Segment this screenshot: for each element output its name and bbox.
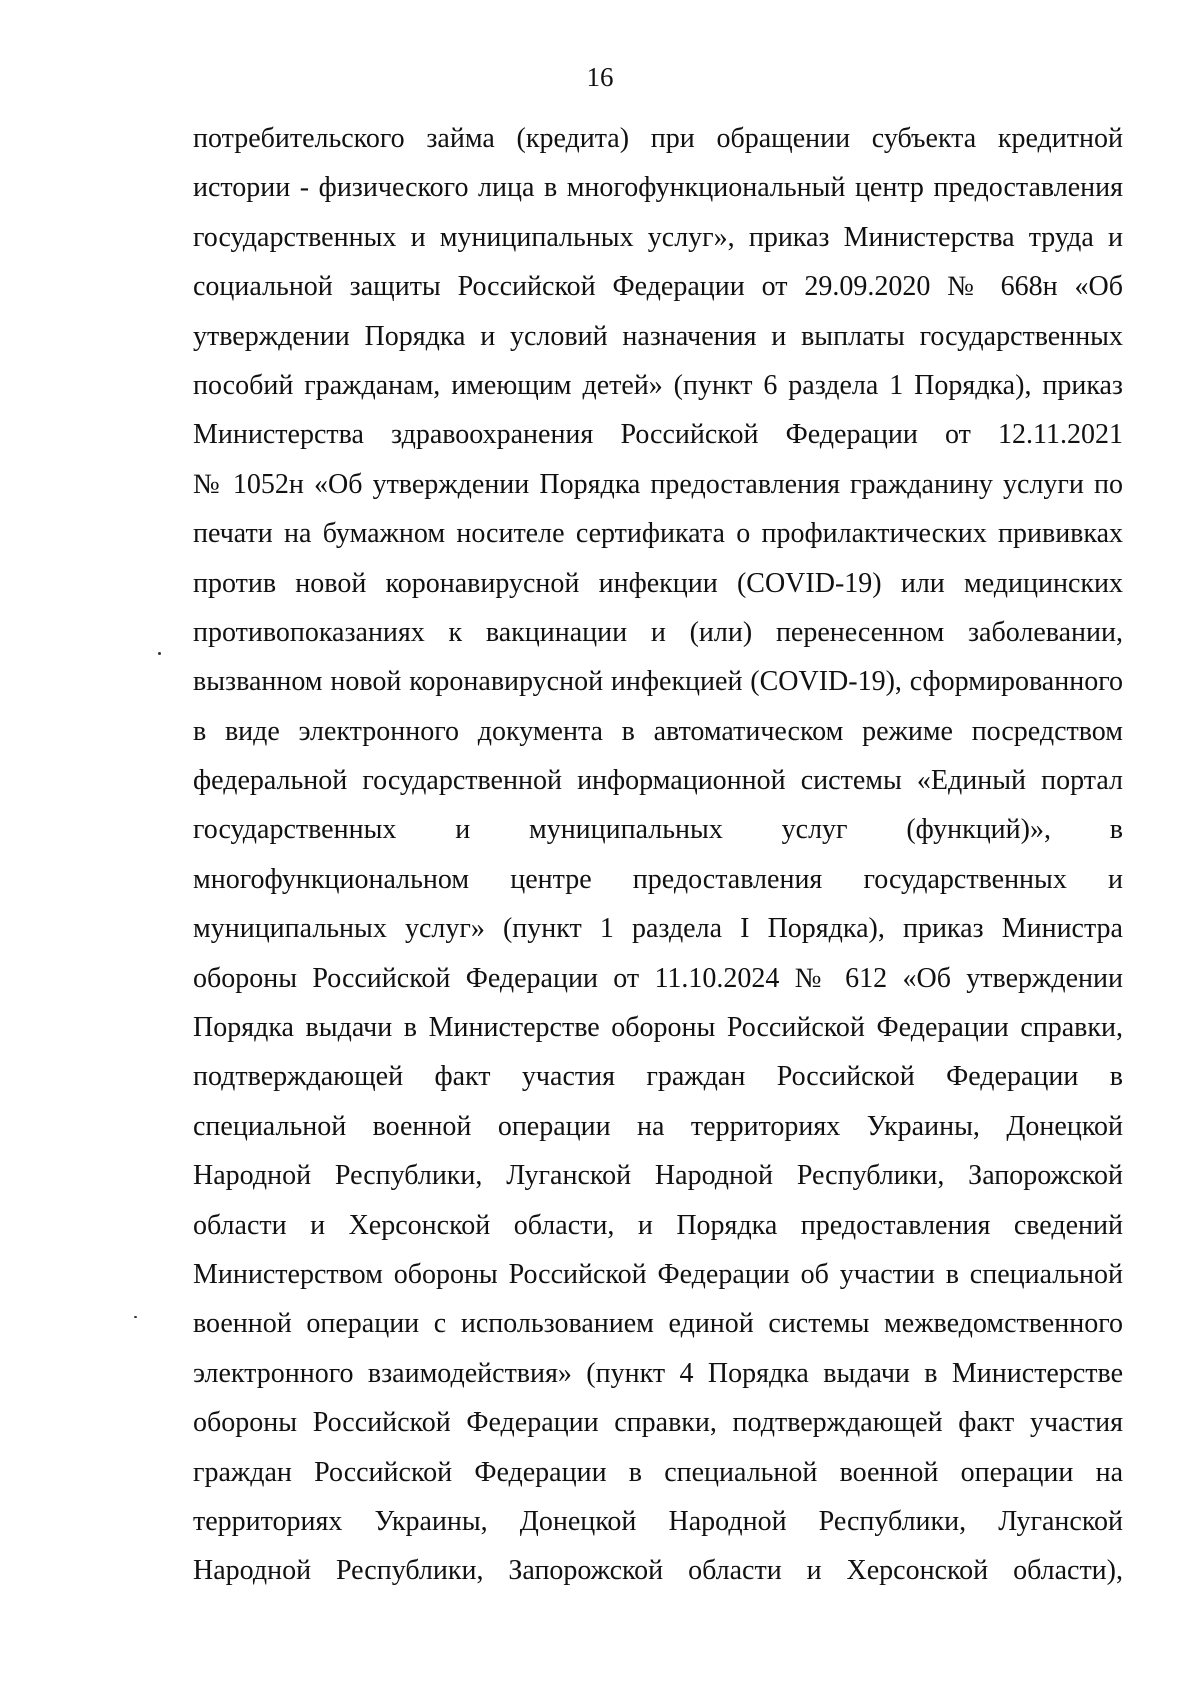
text-line-25: военной операции с использованием единой системы межведомственного [193, 1308, 1123, 1340]
text-line-14: федеральной государственной информационной системы «Единый портал [193, 765, 1123, 797]
scan-speck [134, 1316, 137, 1318]
text-line-26: электронного взаимодействия» (пункт 4 Порядка выдачи в Министерстве [193, 1357, 1123, 1389]
text-line-9: печати на бумажном носителе сертификата о профилактических прививках [193, 518, 1123, 550]
scan-speck [158, 652, 161, 655]
text-line-6: пособий гражданам, имеющим детей» (пункт 6 раздела 1 Порядка), приказ [193, 369, 1123, 401]
text-line-3: государственных и муниципальных услуг», приказ Министерства труда и [193, 221, 1123, 253]
text-line-23: области и Херсонской области, и Порядка предоставления сведений [193, 1209, 1123, 1241]
text-line-24: Министерством обороны Российской Федерации об участии в специальной [193, 1258, 1123, 1290]
text-line-8: № 1052н «Об утверждении Порядка предоставления гражданину услуги по [193, 468, 1123, 500]
page-number: 16 [586, 62, 614, 92]
text-line-15: государственных и муниципальных услуг (функций)», в [193, 814, 1123, 846]
text-line-29: территориях Украины, Донецкой Народной Республики, Луганской [193, 1505, 1123, 1537]
text-line-7: Министерства здравоохранения Российской Федерации от 12.11.2021 [193, 419, 1123, 451]
text-line-28: граждан Российской Федерации в специальной военной операции на [193, 1456, 1123, 1488]
text-line-10: против новой коронавирусной инфекции (COVID-19) или медицинских [193, 567, 1123, 599]
text-line-5: утверждении Порядка и условий назначения и выплаты государственных [193, 320, 1123, 352]
text-line-30: Народной Республики, Запорожской области и Херсонской области), [193, 1555, 1123, 1587]
text-line-17: муниципальных услуг» (пункт 1 раздела I Порядка), приказ Министра [193, 913, 1123, 945]
text-line-22: Народной Республики, Луганской Народной Республики, Запорожской [193, 1160, 1123, 1192]
text-line-12: вызванном новой коронавирусной инфекцией (COVID-19), сформированного [193, 666, 1123, 698]
text-line-19: Порядка выдачи в Министерстве обороны Российской Федерации справки, [193, 1012, 1123, 1044]
text-line-13: в виде электронного документа в автоматическом режиме посредством [193, 715, 1123, 747]
text-line-20: подтверждающей факт участия граждан Российской Федерации в [193, 1061, 1123, 1093]
text-line-16: многофункциональном центре предоставления государственных и [193, 863, 1123, 895]
text-line-1: потребительского займа (кредита) при обращении субъекта кредитной [193, 123, 1123, 154]
text-line-11: противопоказаниях к вакцинации и (или) перенесенном заболевании, [193, 616, 1123, 648]
text-line-21: специальной военной операции на территориях Украины, Донецкой [193, 1110, 1123, 1142]
text-line-2: истории - физического лица в многофункциональный центр предоставления [193, 172, 1123, 204]
text-line-27: обороны Российской Федерации справки, подтверждающей факт участия [193, 1407, 1123, 1439]
body-text [193, 114, 1123, 1596]
text-line-4: социальной защиты Российской Федерации от 29.09.2020 № 668н «Об [193, 271, 1123, 303]
text-line-18: обороны Российской Федерации от 11.10.2024 № 612 «Об утверждении [193, 962, 1123, 994]
